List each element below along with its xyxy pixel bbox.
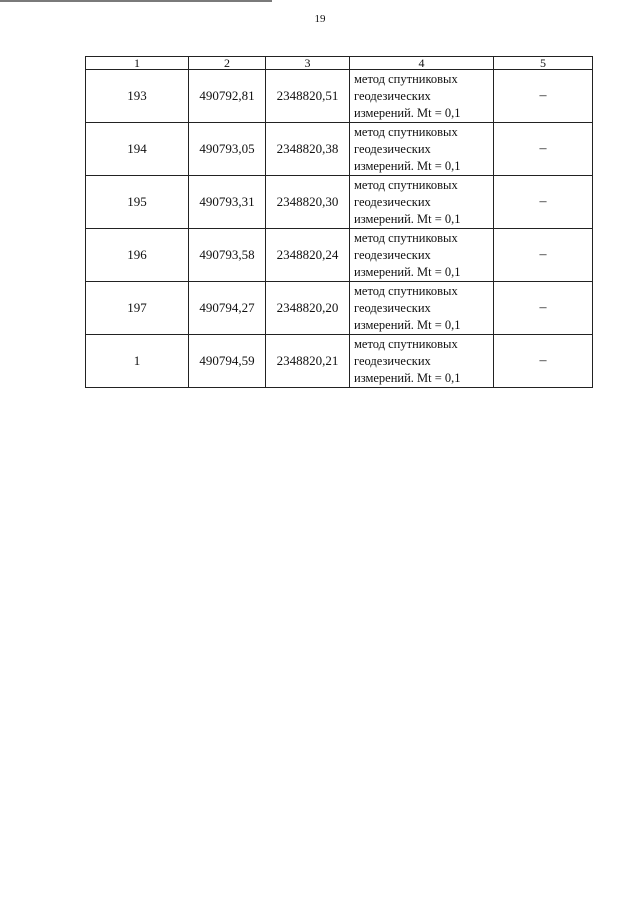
table-row — [86, 123, 593, 176]
x-coordinate-cell: 490794,59 — [189, 335, 266, 388]
method-line: измерений. Mt = 0,1 — [354, 158, 461, 173]
column-header-2: 2 — [189, 57, 266, 70]
method-line: геодезических — [354, 247, 431, 262]
y-coordinate-cell: 2348820,38 — [266, 123, 350, 176]
method-cell — [350, 282, 494, 335]
method-line: метод спутниковых — [354, 336, 458, 351]
method-line: геодезических — [354, 300, 431, 315]
column-5-cell: – — [494, 176, 593, 229]
column-5-cell: – — [494, 229, 593, 282]
method-line: измерений. Mt = 0,1 — [354, 211, 461, 226]
method-line: геодезических — [354, 88, 431, 103]
point-number-cell: 1 — [86, 335, 189, 388]
table-row — [86, 229, 593, 282]
method-line: геодезических — [354, 353, 431, 368]
y-coordinate-cell: 2348820,51 — [266, 70, 350, 123]
y-coordinate-cell: 2348820,24 — [266, 229, 350, 282]
top-rule — [0, 0, 272, 2]
x-coordinate-cell: 490793,31 — [189, 176, 266, 229]
point-number-cell: 195 — [86, 176, 189, 229]
x-coordinate-cell: 490793,05 — [189, 123, 266, 176]
method-line: метод спутниковых — [354, 124, 458, 139]
table-row — [86, 70, 593, 123]
method-line: геодезических — [354, 141, 431, 156]
method-line: метод спутниковых — [354, 283, 458, 298]
method-cell — [350, 70, 494, 123]
method-cell — [350, 176, 494, 229]
column-header-4: 4 — [350, 57, 494, 70]
column-5-cell: – — [494, 282, 593, 335]
y-coordinate-cell: 2348820,20 — [266, 282, 350, 335]
method-line: измерений. Mt = 0,1 — [354, 370, 461, 385]
method-cell — [350, 335, 494, 388]
x-coordinate-cell: 490793,58 — [189, 229, 266, 282]
point-number-cell: 196 — [86, 229, 189, 282]
column-5-cell: – — [494, 335, 593, 388]
method-line: метод спутниковых — [354, 230, 458, 245]
page-number: 19 — [314, 13, 326, 25]
method-line: измерений. Mt = 0,1 — [354, 317, 461, 332]
column-header-1: 1 — [86, 57, 189, 70]
y-coordinate-cell: 2348820,30 — [266, 176, 350, 229]
x-coordinate-cell: 490792,81 — [189, 70, 266, 123]
y-coordinate-cell: 2348820,21 — [266, 335, 350, 388]
method-cell — [350, 229, 494, 282]
column-header-5: 5 — [494, 57, 593, 70]
method-line: геодезических — [354, 194, 431, 209]
method-line: измерений. Mt = 0,1 — [354, 105, 461, 120]
method-cell — [350, 123, 494, 176]
coordinates-table — [85, 56, 593, 388]
table-row — [86, 282, 593, 335]
method-line: метод спутниковых — [354, 71, 458, 86]
x-coordinate-cell: 490794,27 — [189, 282, 266, 335]
method-line: измерений. Mt = 0,1 — [354, 264, 461, 279]
table-header-row — [86, 57, 593, 70]
point-number-cell: 193 — [86, 70, 189, 123]
column-5-cell: – — [494, 70, 593, 123]
table-row — [86, 335, 593, 388]
table-row — [86, 176, 593, 229]
point-number-cell: 194 — [86, 123, 189, 176]
point-number-cell: 197 — [86, 282, 189, 335]
column-header-3: 3 — [266, 57, 350, 70]
column-5-cell: – — [494, 123, 593, 176]
method-line: метод спутниковых — [354, 177, 458, 192]
